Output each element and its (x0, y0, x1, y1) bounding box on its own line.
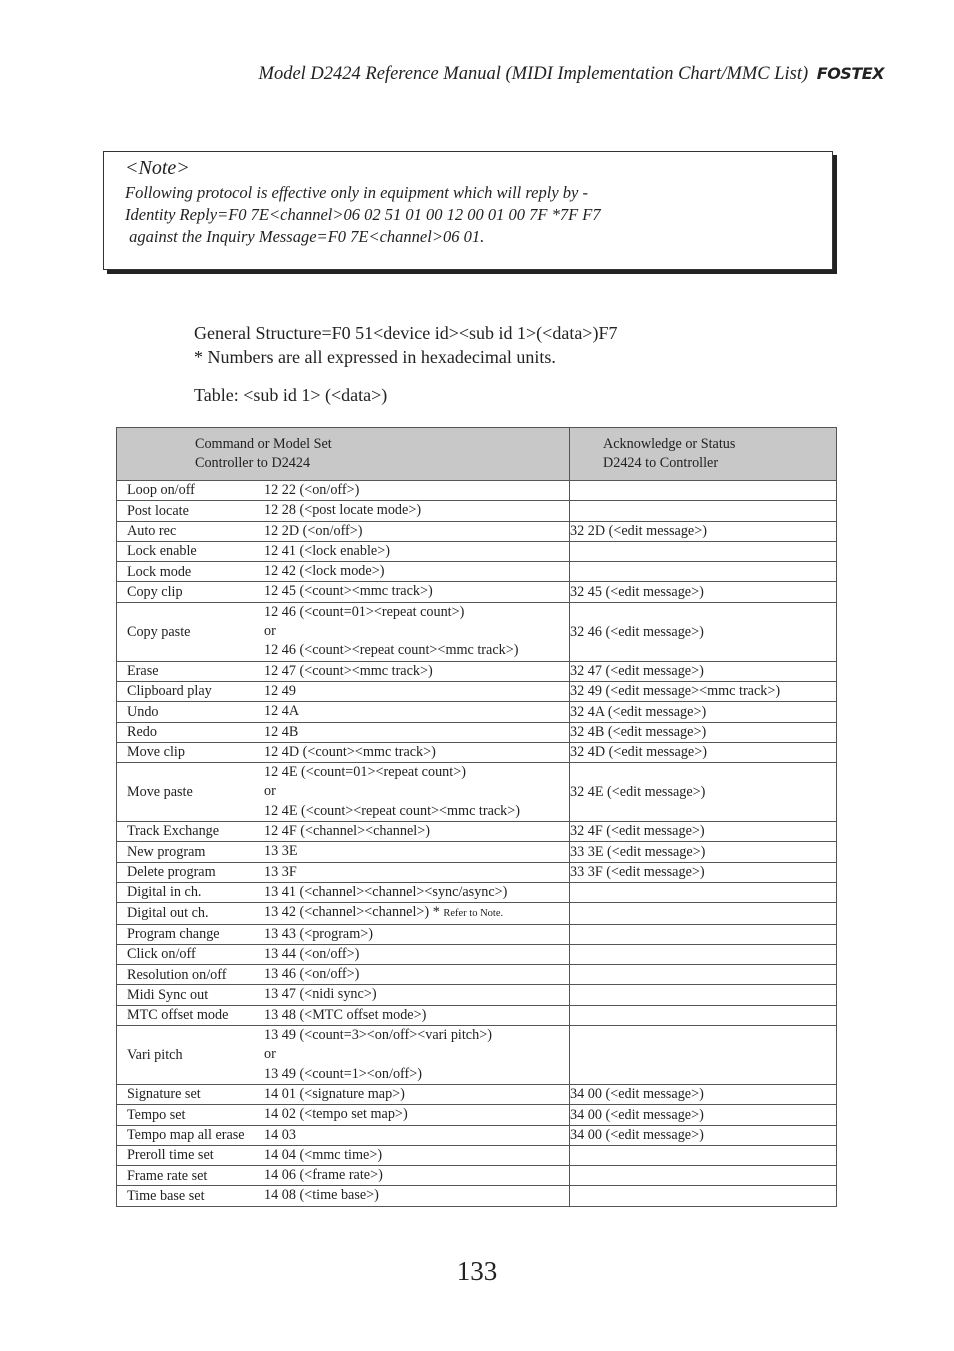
ack-cell (570, 1186, 837, 1206)
command-name: Click on/off (127, 946, 196, 963)
command-codes (264, 1105, 569, 1124)
command-code-text: 12 4E (<count><repeat count><mmc track>) (264, 802, 521, 819)
table-row (117, 1105, 837, 1125)
table-row (117, 965, 837, 985)
command-name: Redo (127, 724, 157, 740)
command-cell (117, 661, 570, 681)
command-code-text: 12 4D (<count><mmc track>) (264, 743, 436, 760)
command-codes (264, 1146, 569, 1165)
command-code-text: 12 49 (264, 682, 296, 699)
command-codes (264, 1186, 569, 1205)
command-codes (264, 985, 569, 1004)
ack-cell: 34 00 (<edit message>) (570, 1125, 837, 1145)
command-code-text: 12 46 (<count=01><repeat count>) (264, 603, 465, 620)
table-row (117, 842, 837, 862)
ack-cell (570, 903, 837, 924)
command-code-line (264, 1026, 569, 1045)
table-row (117, 481, 837, 501)
command-code-line (264, 603, 569, 622)
command-code-line (264, 522, 569, 541)
table-row (117, 1084, 837, 1104)
command-cell (117, 1186, 570, 1206)
header-command-line: Controller to D2424 (195, 455, 311, 471)
command-cell (117, 882, 570, 902)
command-name: Auto rec (127, 523, 177, 540)
command-code-text: 12 28 (<post locate mode>) (264, 502, 422, 519)
command-cell (117, 924, 570, 944)
table-row (117, 501, 837, 521)
command-cell (117, 521, 570, 541)
command-cell (117, 481, 570, 501)
command-code-line (264, 641, 569, 660)
command-cell (117, 681, 570, 701)
note-box (103, 151, 833, 270)
ack-cell (570, 1145, 837, 1165)
command-cell (117, 763, 570, 822)
command-codes (264, 481, 569, 500)
command-name: Loop on/off (127, 482, 195, 499)
command-code-line (264, 1006, 569, 1025)
command-name: Preroll time set (127, 1147, 214, 1164)
command-codes (264, 763, 569, 821)
command-cell (117, 602, 570, 661)
command-name: Digital out ch. (127, 905, 209, 922)
command-name: Clipboard play (127, 683, 212, 700)
command-code-line (264, 842, 569, 861)
ack-cell (570, 1026, 837, 1085)
command-codes (264, 682, 569, 701)
command-code-line (264, 763, 569, 782)
command-codes (264, 1126, 569, 1145)
table-row (117, 521, 837, 541)
command-code-line (264, 1146, 569, 1165)
command-code-line (264, 782, 569, 801)
general-structure: General Structure=F0 51<device id><sub id 1>(<data>)F7 (194, 323, 618, 343)
command-code-line (264, 1065, 569, 1084)
table-row (117, 822, 837, 842)
command-name: Move paste (127, 783, 193, 800)
command-code-line (264, 743, 569, 762)
command-code-line (264, 802, 569, 821)
command-code-line (264, 1045, 569, 1064)
command-codes (264, 1085, 569, 1104)
table-row (117, 862, 837, 882)
command-code-text: 12 46 (<count><repeat count><mmc track>) (264, 642, 519, 659)
command-cell (117, 1005, 570, 1025)
command-cell (117, 842, 570, 862)
command-code-line (264, 562, 569, 581)
command-code-line (264, 582, 569, 601)
table-row (117, 1125, 837, 1145)
table-row (117, 985, 837, 1005)
table-row (117, 763, 837, 822)
ack-cell (570, 501, 837, 521)
command-cell (117, 1026, 570, 1085)
command-name: Copy clip (127, 583, 183, 600)
ack-cell: 33 3F (<edit message>) (570, 862, 837, 882)
command-code-text: 14 04 (<mmc time>) (264, 1146, 383, 1163)
sub-id-table (116, 427, 837, 1207)
command-code-text: 13 47 (<nidi sync>) (264, 986, 377, 1003)
command-codes (264, 1026, 569, 1084)
command-codes (264, 1006, 569, 1025)
command-code-line (264, 822, 569, 841)
command-name: Time base set (127, 1187, 205, 1204)
command-code-text: 13 49 (<count=3><on/off><vari pitch>) (264, 1027, 492, 1044)
command-codes (264, 522, 569, 541)
header-ack-line: D2424 to Controller (603, 455, 719, 471)
command-code-text: 13 46 (<on/off>) (264, 966, 360, 983)
command-code-text: 13 44 (<on/off>) (264, 945, 360, 962)
command-name: Tempo map all erase (127, 1126, 245, 1143)
command-code-text: 13 3E (264, 843, 298, 860)
table-header-row (117, 428, 837, 481)
table-row (117, 702, 837, 722)
command-code-text: 13 49 (<count=1><on/off>) (264, 1065, 422, 1082)
command-code-line (264, 883, 569, 902)
command-name: Post locate (127, 502, 189, 519)
command-code-line (264, 1085, 569, 1104)
command-code-text: 12 22 (<on/off>) (264, 482, 360, 498)
command-name: Undo (127, 703, 159, 720)
command-codes (264, 501, 569, 520)
command-code-text: 12 41 (<lock enable>) (264, 542, 390, 559)
table-row (117, 1166, 837, 1186)
table-row (117, 944, 837, 964)
ack-cell: 34 00 (<edit message>) (570, 1084, 837, 1104)
command-cell (117, 562, 570, 582)
ack-cell (570, 1166, 837, 1186)
table-row (117, 681, 837, 701)
command-code-line (264, 723, 569, 742)
command-code-text: 13 48 (<MTC offset mode>) (264, 1006, 427, 1023)
command-code-line (264, 945, 569, 964)
ack-cell: 32 4D (<edit message>) (570, 742, 837, 762)
table-row (117, 903, 837, 924)
command-codes (264, 723, 569, 742)
command-name: Frame rate set (127, 1167, 208, 1184)
note-line: Following protocol is effective only in equipment which will reply by - (125, 183, 588, 202)
command-code-text: 14 01 (<signature map>) (264, 1085, 405, 1102)
command-code-line (264, 985, 569, 1004)
command-codes (264, 842, 569, 861)
table-row (117, 882, 837, 902)
command-code-text: 12 47 (<count><mmc track>) (264, 662, 433, 679)
header-title: Model D2424 Reference Manual (MIDI Implementation Chart/MMC List) (258, 64, 809, 84)
ack-cell (570, 882, 837, 902)
command-code-text: 13 41 (<channel><channel><sync/async>) (264, 883, 508, 900)
table-row (117, 541, 837, 561)
command-code-text: 14 02 (<tempo set map>) (264, 1106, 408, 1123)
command-code-line (264, 682, 569, 701)
command-code-line (264, 863, 569, 882)
table-row (117, 742, 837, 762)
command-code-text: or (264, 623, 276, 640)
command-cell (117, 501, 570, 521)
command-codes (264, 945, 569, 964)
page-number: 133 (456, 1256, 498, 1286)
note-title: <Note> (125, 157, 190, 179)
ack-cell: 32 45 (<edit message>) (570, 582, 837, 602)
command-name: Lock mode (127, 563, 192, 580)
fostex-logo: FOSTEX (816, 64, 884, 83)
command-code-text: or (264, 1046, 276, 1063)
command-cell (117, 965, 570, 985)
command-code-text: 12 4F (<channel><channel>) (264, 823, 430, 840)
command-codes (264, 1166, 569, 1185)
ack-cell: 32 4A (<edit message>) (570, 702, 837, 722)
command-name: Lock enable (127, 543, 197, 560)
command-name: Digital in ch. (127, 884, 202, 901)
command-codes (264, 883, 569, 902)
command-code-line (264, 1166, 569, 1185)
ack-cell: 34 00 (<edit message>) (570, 1105, 837, 1125)
command-codes (264, 743, 569, 762)
ack-cell (570, 944, 837, 964)
ack-cell: 32 47 (<edit message>) (570, 661, 837, 681)
running-header (259, 64, 884, 85)
note-line: Identity Reply=F0 7E<channel>06 02 51 01 00 12 00 01 00 7F *7F F7 (125, 205, 601, 224)
header-acknowledge (570, 428, 837, 481)
table-row (117, 924, 837, 944)
ack-cell: 32 4B (<edit message>) (570, 722, 837, 742)
command-name: Resolution on/off (127, 966, 227, 983)
ack-cell: 32 46 (<edit message>) (570, 602, 837, 661)
command-cell (117, 722, 570, 742)
command-name: MTC offset mode (127, 1007, 229, 1024)
command-codes (264, 662, 569, 681)
command-name: Signature set (127, 1086, 201, 1103)
command-cell (117, 944, 570, 964)
command-codes (264, 582, 569, 601)
command-codes (264, 903, 569, 923)
command-cell (117, 582, 570, 602)
ack-cell (570, 481, 837, 501)
command-code-text: 14 08 (<time base>) (264, 1187, 379, 1204)
command-code-text: 12 4B (264, 723, 299, 740)
command-cell (117, 1166, 570, 1186)
command-name: Move clip (127, 744, 185, 761)
command-code-line (264, 501, 569, 520)
command-code-line (264, 1126, 569, 1145)
command-cell (117, 822, 570, 842)
command-cell (117, 742, 570, 762)
command-code-line (264, 702, 569, 721)
command-codes (264, 822, 569, 841)
command-code-text: 12 4A (264, 703, 300, 720)
table-row (117, 582, 837, 602)
table-row (117, 1005, 837, 1025)
command-name: Copy paste (127, 623, 191, 640)
command-name: Tempo set (127, 1106, 186, 1123)
command-cell (117, 702, 570, 722)
note-line: against the Inquiry Message=F0 7E<channel>06 01. (125, 227, 485, 246)
command-code-text: 14 06 (<frame rate>) (264, 1167, 383, 1184)
command-code-text: 13 3F (264, 863, 297, 880)
command-name: Vari pitch (127, 1046, 183, 1063)
command-name: Midi Sync out (127, 986, 209, 1003)
command-code-line (264, 903, 569, 923)
table-row (117, 1145, 837, 1165)
command-cell (117, 1084, 570, 1104)
command-code-line (264, 542, 569, 561)
command-cell (117, 1125, 570, 1145)
command-cell (117, 541, 570, 561)
command-code-line (264, 965, 569, 984)
refer-note: Refer to Note. (443, 908, 504, 920)
command-cell (117, 1145, 570, 1165)
ack-cell (570, 1005, 837, 1025)
command-codes (264, 965, 569, 984)
command-cell (117, 1105, 570, 1125)
header-command-line: Command or Model Set (195, 436, 332, 452)
command-code-text: 12 2D (<on/off>) (264, 522, 363, 539)
ack-cell: 32 4E (<edit message>) (570, 763, 837, 822)
command-codes (264, 925, 569, 944)
ack-cell: 32 2D (<edit message>) (570, 521, 837, 541)
command-codes (264, 863, 569, 882)
command-code-text: 12 4E (<count=01><repeat count>) (264, 764, 466, 781)
table-row (117, 602, 837, 661)
command-code-text: 14 03 (264, 1126, 296, 1143)
ack-cell (570, 985, 837, 1005)
table-row (117, 661, 837, 681)
table-row (117, 1186, 837, 1206)
ack-cell (570, 562, 837, 582)
header-ack-line: Acknowledge or Status (603, 436, 736, 452)
command-name: Delete program (127, 864, 216, 881)
ack-cell (570, 541, 837, 561)
ack-cell: 32 49 (<edit message><mmc track>) (570, 681, 837, 701)
command-name: Erase (127, 663, 159, 680)
command-cell (117, 903, 570, 924)
ack-cell: 33 3E (<edit message>) (570, 842, 837, 862)
command-code-line (264, 622, 569, 641)
command-code-line (264, 1105, 569, 1124)
command-code-text: or (264, 783, 276, 800)
command-cell (117, 862, 570, 882)
command-codes (264, 603, 569, 661)
command-name: Track Exchange (127, 823, 220, 840)
command-code-line (264, 925, 569, 944)
command-codes (264, 702, 569, 721)
table-caption: Table: <sub id 1> (<data>) (194, 385, 388, 405)
table-row (117, 562, 837, 582)
command-code-line (264, 481, 569, 500)
table-row (117, 722, 837, 742)
command-codes (264, 562, 569, 581)
table-row (117, 1026, 837, 1085)
command-codes (264, 542, 569, 561)
command-code-line (264, 662, 569, 681)
ack-cell (570, 965, 837, 985)
header-command (117, 428, 570, 481)
command-name: New program (127, 843, 206, 860)
command-code-text: 12 45 (<count><mmc track>) (264, 583, 433, 600)
ack-cell (570, 924, 837, 944)
command-code-text: 13 43 (<program>) (264, 925, 373, 942)
hex-note: * Numbers are all expressed in hexadecimal units. (194, 347, 556, 367)
command-code-text: 12 42 (<lock mode>) (264, 563, 385, 580)
command-name: Program change (127, 925, 220, 942)
command-code-text: 13 42 (<channel><channel>) * (264, 904, 440, 921)
command-code-line (264, 1186, 569, 1205)
ack-cell: 32 4F (<edit message>) (570, 822, 837, 842)
command-cell (117, 985, 570, 1005)
table-body (117, 481, 837, 1207)
